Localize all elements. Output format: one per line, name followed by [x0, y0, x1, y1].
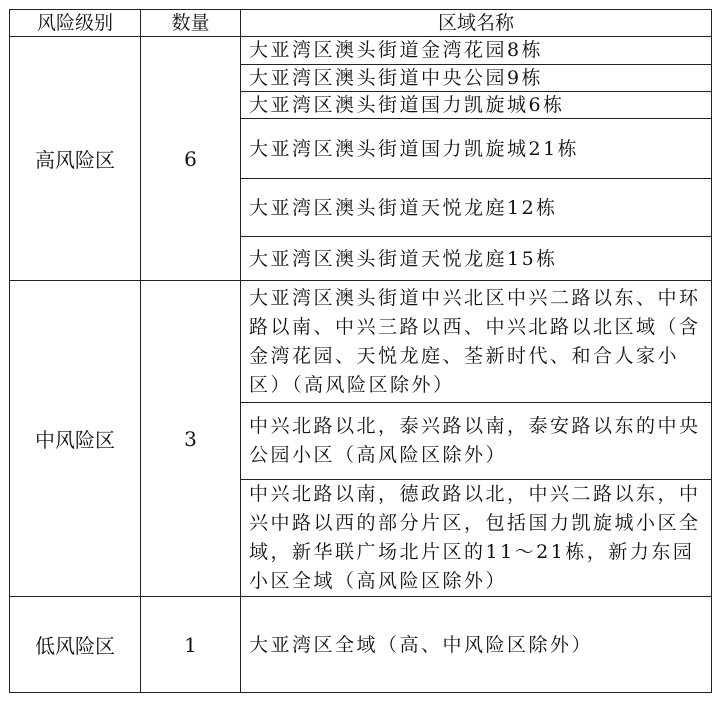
high-area-cell: 大亚湾区澳头街道国力凯旋城6栋 — [241, 92, 712, 119]
low-area-cell: 大亚湾区全域（高、中风险区除外） — [241, 597, 712, 693]
header-level: 风险级别 — [10, 10, 141, 37]
low-risk-level: 低风险区 — [10, 597, 141, 693]
header-count: 数量 — [141, 10, 241, 37]
header-row — [10, 10, 712, 37]
medium-risk-count: 3 — [141, 281, 241, 597]
high-area-cell: 大亚湾区澳头街道金湾花园8栋 — [241, 37, 712, 65]
high-risk-count: 6 — [141, 37, 241, 281]
table-row — [10, 281, 712, 403]
high-area-cell: 大亚湾区澳头街道中央公园9栋 — [241, 65, 712, 92]
high-area-cell: 大亚湾区澳头街道天悦龙庭12栋 — [241, 179, 712, 237]
table-row — [10, 37, 712, 65]
medium-area-cell: 大亚湾区澳头街道中兴北区中兴二路以东、中环路以南、中兴三路以西、中兴北路以北区域（含金湾花园、天悦龙庭、荃新时代、和合人家小区）（高风险区除外） — [241, 281, 712, 403]
low-risk-count: 1 — [141, 597, 241, 693]
header-area: 区域名称 — [241, 10, 712, 37]
risk-area-table — [9, 9, 712, 693]
medium-risk-level: 中风险区 — [10, 281, 141, 597]
high-area-cell: 大亚湾区澳头街道国力凯旋城21栋 — [241, 119, 712, 179]
high-risk-level: 高风险区 — [10, 37, 141, 281]
table-row — [10, 597, 712, 693]
high-area-cell: 大亚湾区澳头街道天悦龙庭15栋 — [241, 237, 712, 281]
medium-area-cell: 中兴北路以北，泰兴路以南，泰安路以东的中央公园小区（高风险区除外） — [241, 403, 712, 480]
medium-area-cell: 中兴北路以南，德政路以北，中兴二路以东，中兴中路以西的部分片区，包括国力凯旋城小区全域，新华联广场北片区的11～21栋，新力东园小区全域（高风险区除外） — [241, 480, 712, 597]
